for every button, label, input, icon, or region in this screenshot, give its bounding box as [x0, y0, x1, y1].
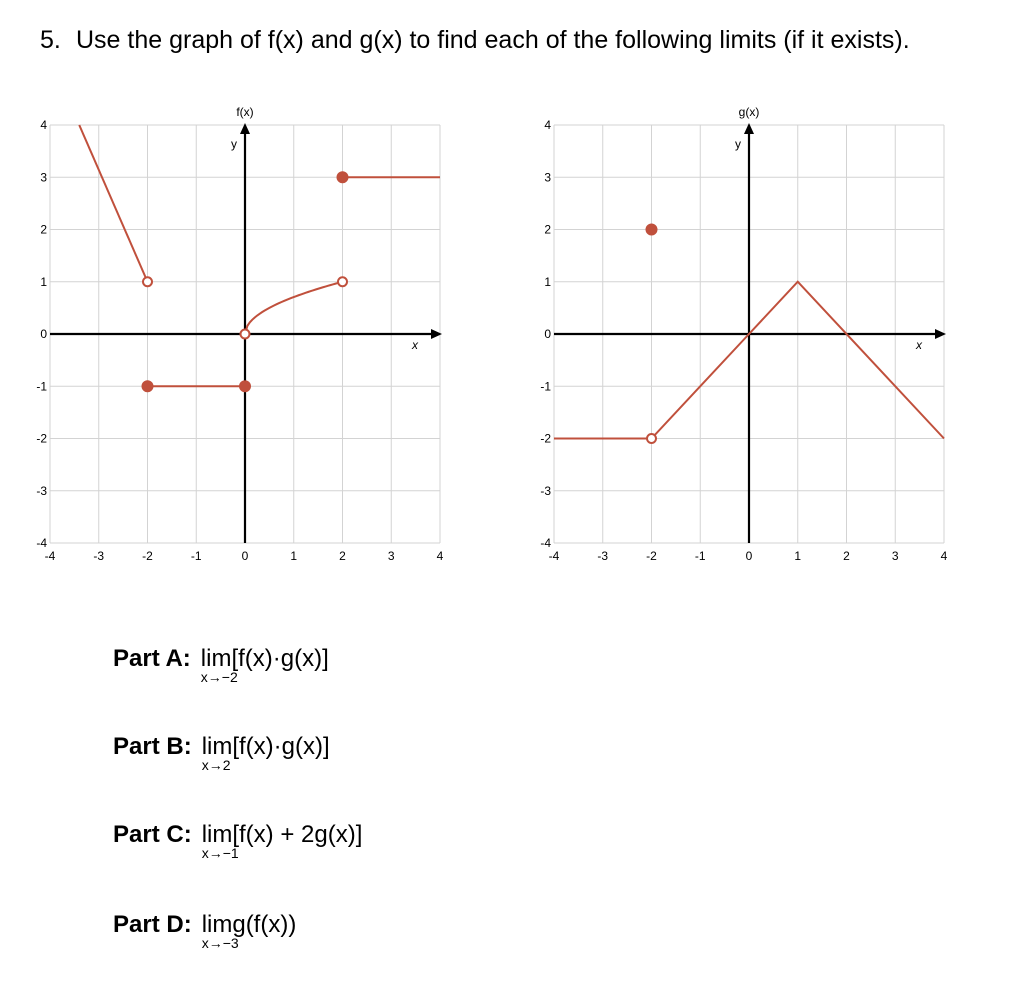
x-tick-label: 2 — [339, 549, 346, 563]
part-b-label: Part B: — [113, 733, 192, 760]
x-tick-label: -1 — [190, 549, 202, 563]
function-segment — [79, 125, 147, 282]
x-tick-label: -2 — [646, 549, 657, 563]
closed-point — [646, 224, 657, 235]
lim-subscript: x→−3 — [201, 935, 239, 951]
x-tick-label: 1 — [794, 549, 802, 563]
open-point — [647, 434, 656, 443]
x-tick-label: 4 — [940, 549, 948, 563]
y-tick-label: 4 — [40, 118, 47, 132]
chart-title: f(x) — [236, 105, 254, 119]
y-tick-label: 0 — [40, 327, 47, 341]
question — [40, 22, 1000, 58]
part-a-limit — [200, 645, 238, 685]
x-tick-label: -3 — [93, 549, 105, 563]
x-tick-label: 2 — [843, 549, 850, 563]
y-tick-label: 1 — [40, 274, 47, 289]
x-tick-label: -2 — [142, 549, 153, 563]
question-text: Use the graph of f(x) and g(x) to find each of the following limits (if it exists). — [76, 26, 910, 54]
part-d-label: Part D: — [113, 911, 192, 938]
part-d-expression: g(f(x)) — [232, 911, 297, 938]
y-tick-label: -4 — [36, 536, 47, 550]
lim-text: lim — [201, 733, 233, 760]
x-axis-label: x — [412, 338, 418, 352]
lim-subscript: x→2 — [201, 757, 231, 773]
x-tick-label: 0 — [745, 549, 753, 563]
question-number: 5. — [40, 26, 61, 54]
chart-f — [28, 100, 448, 575]
chart-g — [532, 100, 952, 575]
y-tick-label: -2 — [36, 431, 47, 446]
part-b-expression: [f(x)·g(x)] — [232, 733, 330, 760]
x-tick-label: -4 — [548, 549, 560, 563]
y-tick-label: 3 — [544, 170, 551, 185]
part-c-label: Part C: — [113, 821, 192, 848]
y-axis-label: y — [231, 137, 237, 151]
part-c-limit — [201, 821, 239, 861]
lim-subscript: x→−2 — [200, 669, 238, 685]
y-axis-label: y — [735, 137, 741, 151]
tick-labels — [36, 118, 443, 563]
x-tick-label: 1 — [290, 549, 298, 563]
x-tick-label: -1 — [694, 549, 706, 563]
closed-point — [337, 172, 348, 183]
y-tick-label: -3 — [36, 483, 47, 498]
lim-subscript: x→−1 — [201, 845, 239, 861]
part-a-expression: [f(x)·g(x)] — [231, 645, 329, 672]
part-c-expression: [f(x) + 2g(x)] — [232, 821, 363, 848]
x-tick-label: -4 — [44, 549, 56, 563]
x-tick-label: 4 — [436, 549, 444, 563]
chart-title: g(x) — [738, 105, 760, 119]
lim-text: lim — [200, 645, 232, 672]
y-tick-label: 3 — [40, 170, 47, 185]
y-tick-label: 0 — [544, 327, 551, 341]
y-tick-label: 4 — [544, 118, 551, 132]
open-point — [338, 277, 347, 286]
y-tick-label: -1 — [540, 379, 551, 394]
y-tick-label: -4 — [540, 536, 551, 550]
x-tick-label: 3 — [387, 549, 395, 563]
y-tick-label: 2 — [544, 222, 551, 237]
x-tick-label: -3 — [597, 549, 609, 563]
lim-text: lim — [201, 911, 233, 938]
part-c — [113, 821, 363, 861]
part-d-limit — [201, 911, 239, 951]
series — [79, 125, 440, 386]
open-point — [241, 330, 250, 339]
part-d — [113, 911, 297, 951]
part-a-label: Part A: — [113, 645, 191, 672]
closed-point — [240, 381, 251, 392]
part-b-limit — [201, 733, 233, 773]
lim-text: lim — [201, 821, 233, 848]
x-axis-label: x — [916, 338, 922, 352]
closed-point — [142, 381, 153, 392]
open-point — [143, 277, 152, 286]
y-tick-label: 1 — [544, 274, 551, 289]
part-a — [113, 645, 329, 685]
y-tick-label: -2 — [540, 431, 551, 446]
y-tick-label: 2 — [40, 222, 47, 237]
part-b — [113, 733, 330, 773]
y-tick-label: -3 — [540, 483, 551, 498]
x-tick-label: 0 — [241, 549, 249, 563]
y-tick-label: -1 — [36, 379, 47, 394]
x-tick-label: 3 — [891, 549, 899, 563]
